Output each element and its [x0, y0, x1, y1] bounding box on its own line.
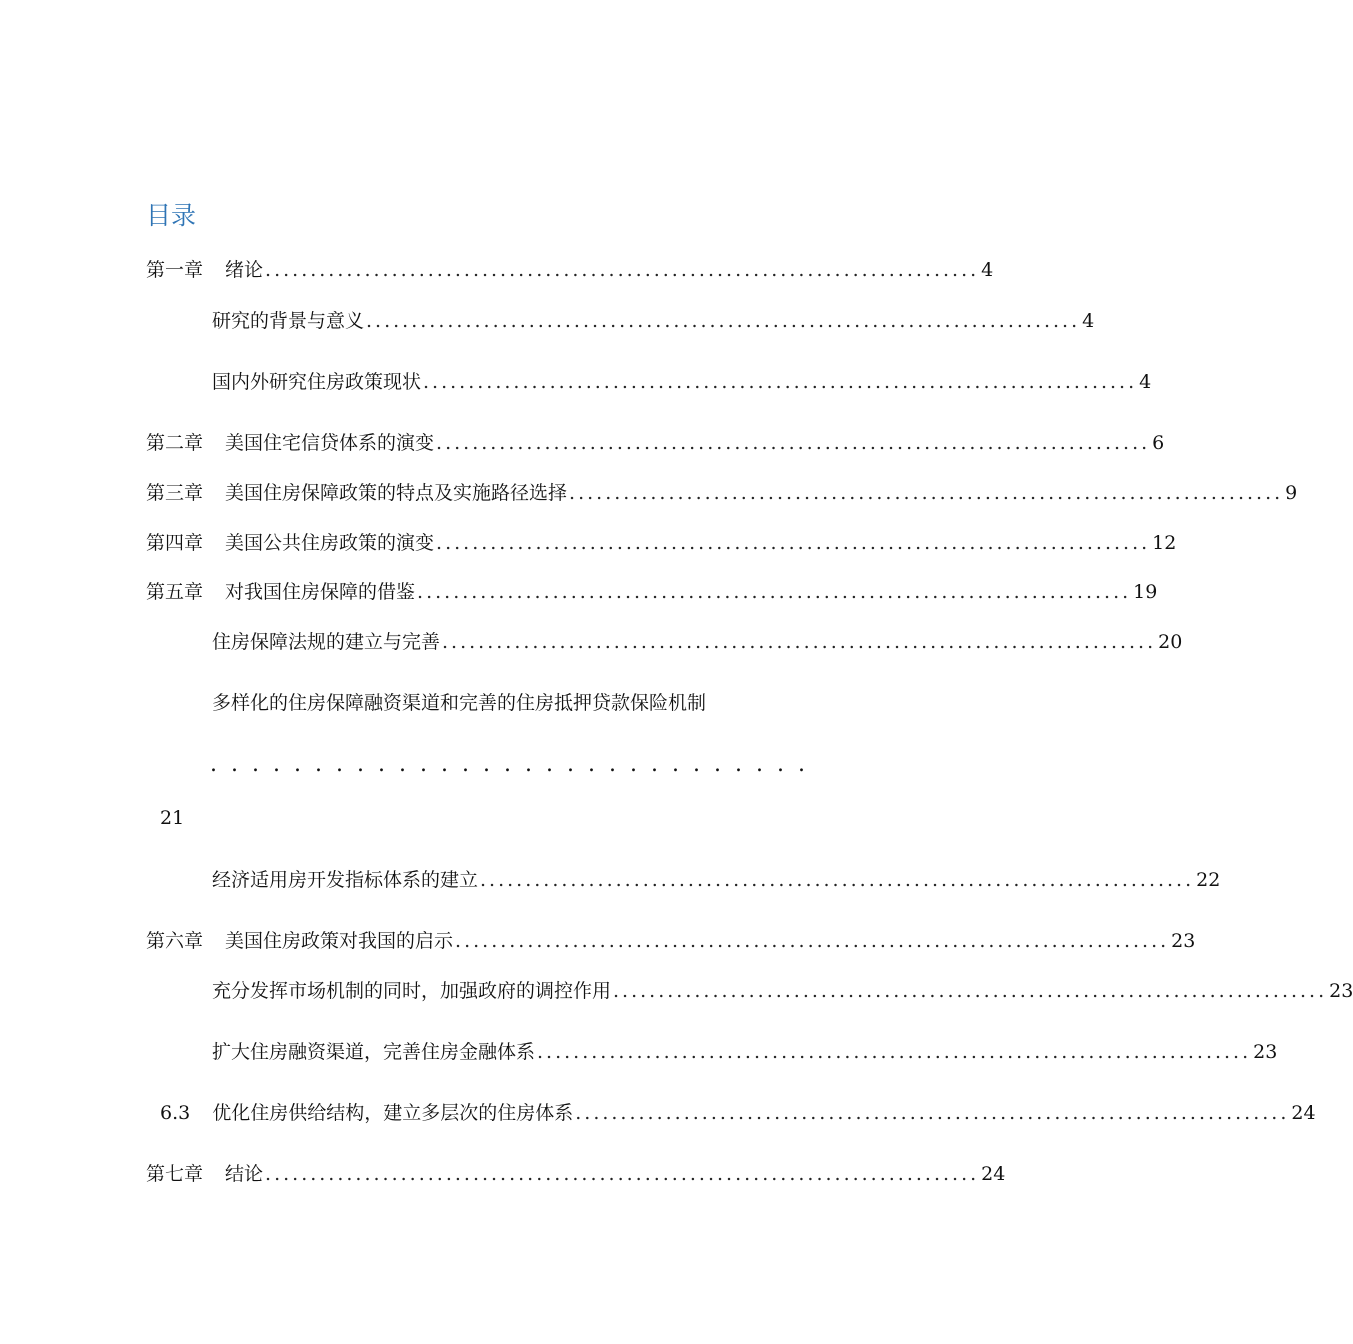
toc-entry-chapter-1[interactable]: [146, 255, 994, 285]
toc-entry-chapter-3[interactable]: [146, 478, 1298, 508]
toc-entry-number: 第二章: [146, 432, 204, 454]
toc-entry-section[interactable]: [212, 367, 1152, 397]
toc-entry-page: 24: [981, 1163, 1006, 1185]
toc-entry-title: 扩大住房融资渠道，完善住房金融体系: [212, 1041, 536, 1063]
toc-entry-title: 经济适用房开发指标体系的建立: [212, 869, 479, 891]
toc-leader-dots: ...............................................................................: [436, 432, 1151, 454]
toc-entry-number: 第五章: [146, 581, 204, 603]
toc-entry-title: 美国住房保障政策的特点及实施路径选择: [225, 482, 568, 504]
toc-entry-title: 绪论: [225, 259, 264, 281]
toc-entry-title: 结论: [225, 1163, 264, 1185]
toc-leader-dots: . . . . . . . . . . . . . . . . . . . . . . . . . . . . .: [210, 752, 805, 777]
toc-entry-page: 4: [1139, 371, 1152, 393]
toc-leader-dots: ...............................................................................: [480, 869, 1195, 891]
toc-entry-chapter-6[interactable]: [146, 926, 1196, 956]
toc-entry-section-6-3[interactable]: [160, 1098, 1316, 1128]
toc-entry-section[interactable]: [212, 306, 1095, 336]
toc-entry-title: 美国公共住房政策的演变: [225, 532, 435, 554]
toc-entry-page: 9: [1285, 482, 1298, 504]
toc-entry-page: 21: [160, 807, 185, 829]
toc-leader-dots: ...............................................................................: [417, 581, 1132, 603]
toc-entry-number: 第三章: [146, 482, 204, 504]
toc-entry-title: 美国住宅信贷体系的演变: [225, 432, 435, 454]
toc-entry-number: 6.3: [160, 1102, 191, 1124]
toc-entry-section[interactable]: [212, 627, 1183, 657]
toc-entry-page: 23: [1171, 930, 1196, 952]
toc-leader-dots: ...............................................................................: [575, 1102, 1290, 1124]
toc-leader-dots: ...............................................................................: [613, 980, 1328, 1002]
toc-entry-title: 住房保障法规的建立与完善: [212, 631, 441, 653]
toc-entry-page: 23: [1329, 980, 1353, 1002]
toc-entry-section[interactable]: [212, 1037, 1278, 1067]
toc-entry-page: 19: [1133, 581, 1158, 603]
toc-entry-long-title[interactable]: 多样化的住房保障融资渠道和完善的住房抵押贷款保险机制: [212, 692, 707, 714]
toc-entry-chapter-4[interactable]: [146, 528, 1177, 558]
toc-leader-dots: ...............................................................................: [423, 371, 1138, 393]
toc-title: 目录: [146, 201, 197, 230]
toc-entry-page: 22: [1196, 869, 1221, 891]
toc-entry-number: 第一章: [146, 259, 204, 281]
toc-entry-chapter-5[interactable]: [146, 577, 1158, 607]
toc-entry-section[interactable]: [212, 865, 1221, 895]
toc-leader-dots: ...............................................................................: [455, 930, 1170, 952]
toc-leader-dots: ...............................................................................: [436, 532, 1151, 554]
toc-entry-number: 第七章: [146, 1163, 204, 1185]
toc-entry-title: 研究的背景与意义: [212, 310, 365, 332]
toc-entry-page: 12: [1152, 532, 1177, 554]
toc-entry-title: 国内外研究住房政策现状: [212, 371, 422, 393]
toc-leader-dots: ...............................................................................: [265, 1163, 980, 1185]
toc-entry-title: 对我国住房保障的借鉴: [225, 581, 416, 603]
toc-entry-page: 24: [1291, 1102, 1316, 1124]
toc-entry-page: 4: [1082, 310, 1095, 332]
toc-entry-number: 第六章: [146, 930, 204, 952]
toc-entry-page: 4: [981, 259, 994, 281]
toc-leader-dots: ...............................................................................: [569, 482, 1284, 504]
toc-entry-page: 20: [1158, 631, 1183, 653]
toc-entry-section[interactable]: [212, 976, 1353, 1006]
toc-leader-dots: ...............................................................................: [366, 310, 1081, 332]
toc-entry-page: 23: [1253, 1041, 1278, 1063]
toc-entry-title: 充分发挥市场机制的同时，加强政府的调控作用: [212, 980, 612, 1002]
toc-entry-page: 6: [1152, 432, 1165, 454]
toc-entry-number: 第四章: [146, 532, 204, 554]
toc-entry-chapter-2[interactable]: [146, 428, 1165, 458]
toc-entry-chapter-7[interactable]: [146, 1159, 1006, 1189]
toc-leader-dots: ...............................................................................: [265, 259, 980, 281]
toc-entry-title: 美国住房政策对我国的启示: [225, 930, 454, 952]
toc-leader-dots: ...............................................................................: [442, 631, 1157, 653]
toc-leader-dots: ...............................................................................: [537, 1041, 1252, 1063]
toc-entry-title: 优化住房供给结构，建立多层次的住房体系: [212, 1102, 574, 1124]
